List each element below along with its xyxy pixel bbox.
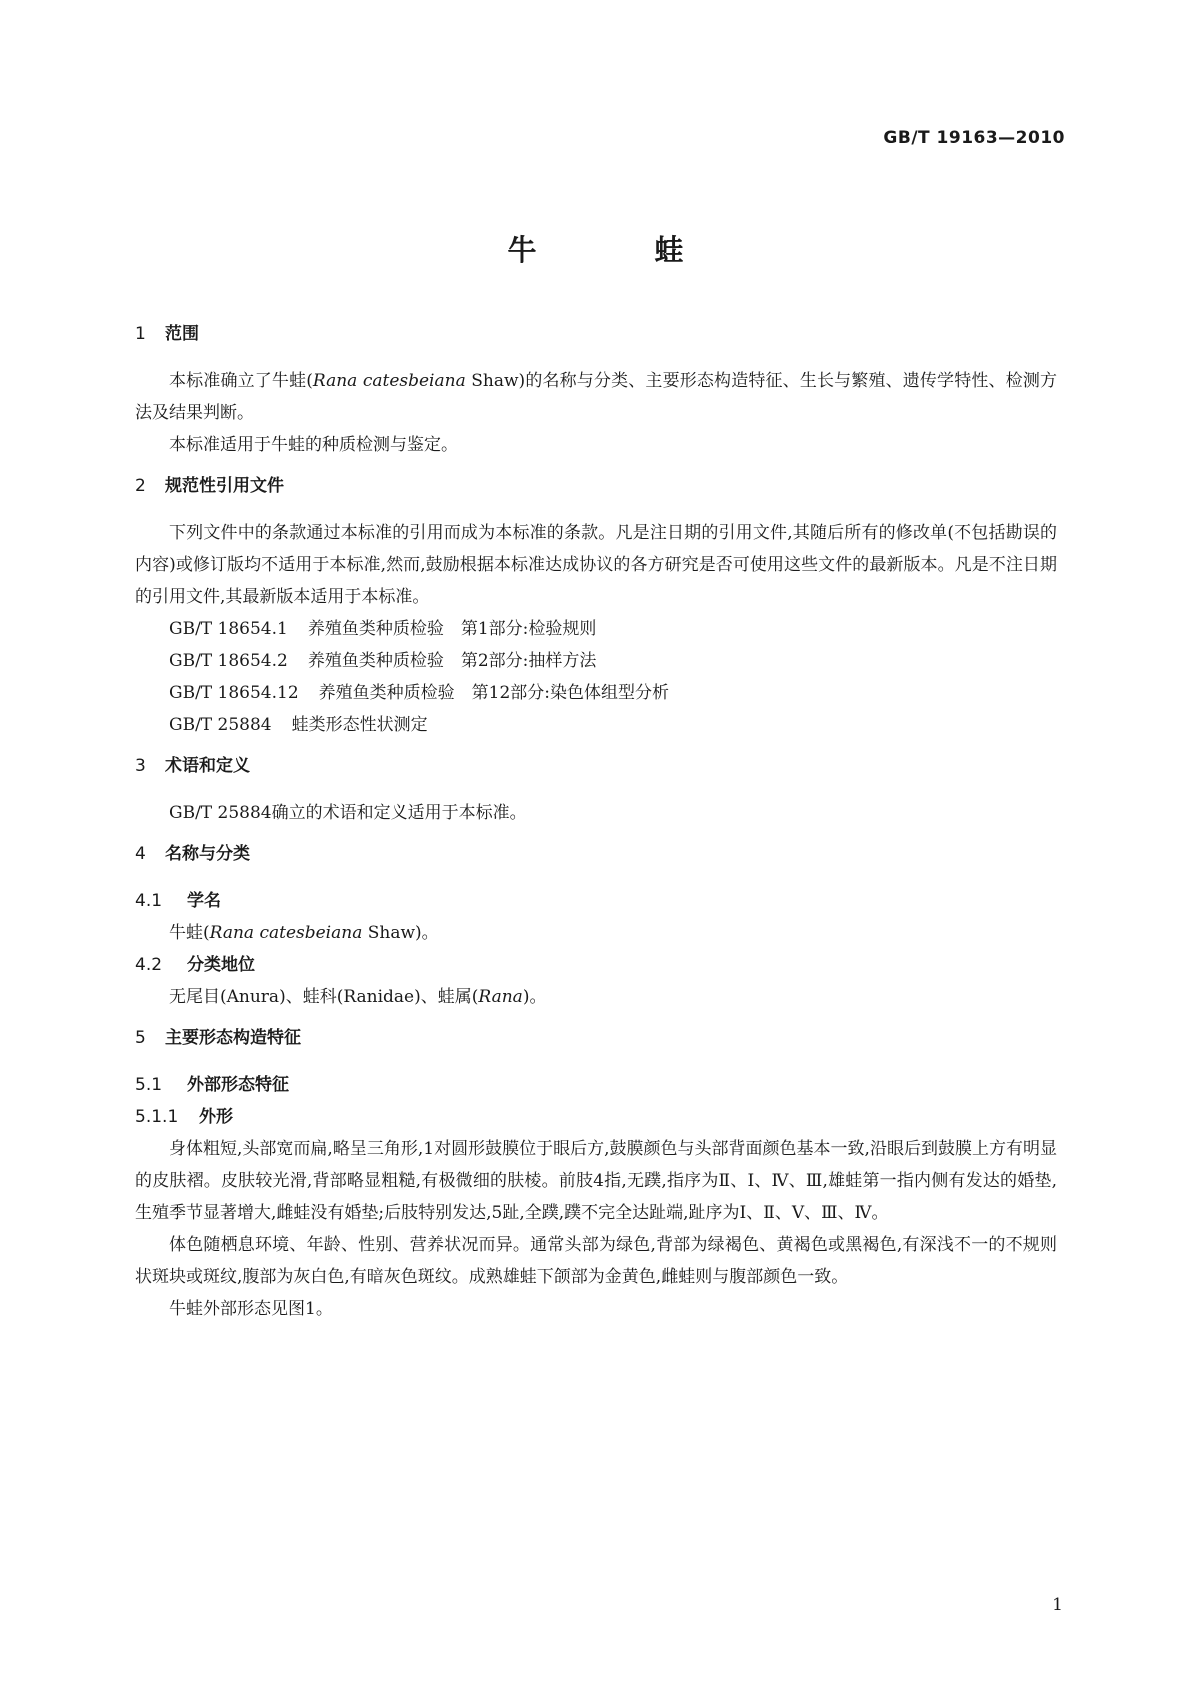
section-4-1-heading xyxy=(135,885,1057,917)
section-title: 主要形态构造特征 xyxy=(165,1028,301,1048)
section-number: 5.1 xyxy=(135,1075,163,1095)
section-5-1-1-paragraph-1: 身体粗短,头部宽而扁,略呈三角形,1对圆形鼓膜位于眼后方,鼓膜颜色与头部背面颜色基本一致,沿眼后到鼓膜上方有明显的皮肤褶。皮肤较光滑,背部略显粗糙,有极微细的肤棱。前肢4指,无蹼,指序为Ⅱ、Ⅰ、Ⅳ、Ⅲ,雄蛙第一指内侧有发达的婚垫,生殖季节显著增大,雌蛙没有婚垫;后肢特别发达,5趾,全蹼,蹼不完全达趾端,趾序为Ⅰ、Ⅱ、Ⅴ、Ⅲ、Ⅳ。 xyxy=(135,1139,1057,1223)
title-char-1: 牛 xyxy=(507,233,537,267)
section-number: 2 xyxy=(135,476,146,496)
section-1-paragraph-2: 本标准适用于牛蛙的种质检测与鉴定。 xyxy=(169,435,458,455)
section-title: 分类地位 xyxy=(187,955,255,975)
section-number: 1 xyxy=(135,324,146,344)
reference-title: 养殖鱼类种质检验 第12部分:染色体组型分析 xyxy=(318,683,670,703)
latin-name: Rana catesbeiana xyxy=(312,371,466,391)
section-title: 范围 xyxy=(165,324,199,344)
section-3-heading xyxy=(135,750,1057,782)
section-4-2-text xyxy=(135,981,1057,1013)
section-number: 5 xyxy=(135,1028,146,1048)
latin-name: Rana xyxy=(478,987,523,1007)
section-5-heading xyxy=(135,1022,1057,1054)
section-title: 学名 xyxy=(187,891,221,911)
section-2-paragraph-1: 下列文件中的条款通过本标准的引用而成为本标准的条款。凡是注日期的引用文件,其随后所有的修改单(不包括勘误的内容)或修订版均不适用于本标准,然而,鼓励根据本标准达成协议的各方研究是否可使用这些文件的最新版本。凡是不注日期的引用文件,其最新版本适用于本标准。 xyxy=(135,523,1057,607)
text-run: 牛蛙( xyxy=(169,923,210,943)
reference-code: GB/T 18654.12 xyxy=(169,683,299,703)
section-title: 名称与分类 xyxy=(165,844,250,864)
reference-item xyxy=(135,677,1057,709)
section-1-heading xyxy=(135,318,1057,350)
reference-item xyxy=(135,645,1057,677)
latin-name: Rana catesbeiana xyxy=(209,923,363,943)
text-run: 无尾目(Anura)、蛙科(Ranidae)、蛙属( xyxy=(169,987,479,1007)
section-title: 规范性引用文件 xyxy=(165,476,284,496)
section-1-paragraph-1 xyxy=(135,365,1057,429)
standard-code: GB/T 19163—2010 xyxy=(883,128,1065,148)
title-char-2: 蛙 xyxy=(654,233,684,267)
section-4-2-heading xyxy=(135,949,1057,981)
section-title: 外形 xyxy=(199,1107,233,1127)
document-title xyxy=(0,228,1191,269)
section-number: 3 xyxy=(135,756,146,776)
text-run: Shaw)的名称与分类、主要形态构造特征、生长与繁殖、遗传学特性、检测方法及结果判断。 xyxy=(135,371,1057,423)
section-5-1-heading xyxy=(135,1069,1057,1101)
section-number: 4.2 xyxy=(135,955,163,975)
reference-item xyxy=(135,709,1057,741)
section-number: 5.1.1 xyxy=(135,1107,179,1127)
text-run: 本标准确立了牛蛙( xyxy=(169,371,313,391)
section-number: 4.1 xyxy=(135,891,163,911)
reference-title: 养殖鱼类种质检验 第1部分:检验规则 xyxy=(307,619,597,639)
section-5-1-1-paragraph-3: 牛蛙外部形态见图1。 xyxy=(169,1299,333,1319)
reference-title: 蛙类形态性状测定 xyxy=(291,715,428,735)
document-body xyxy=(135,318,1057,1325)
reference-item xyxy=(135,613,1057,645)
reference-code: GB/T 25884 xyxy=(169,715,272,735)
section-number: 4 xyxy=(135,844,146,864)
reference-title: 养殖鱼类种质检验 第2部分:抽样方法 xyxy=(307,651,597,671)
reference-code: GB/T 18654.1 xyxy=(169,619,288,639)
section-2-heading xyxy=(135,470,1057,502)
section-4-1-text xyxy=(135,917,1057,949)
section-title: 术语和定义 xyxy=(165,756,250,776)
section-5-1-1-paragraph-2: 体色随栖息环境、年龄、性别、营养状况而异。通常头部为绿色,背部为绿褐色、黄褐色或黑褐色,有深浅不一的不规则状斑块或斑纹,腹部为灰白色,有暗灰色斑纹。成熟雄蛙下颌部为金黄色,雌蛙则与腹部颜色一致。 xyxy=(135,1235,1057,1287)
page-number: 1 xyxy=(1052,1595,1063,1615)
text-run: )。 xyxy=(522,987,547,1007)
section-5-1-1-heading xyxy=(135,1101,1057,1133)
section-3-paragraph-1: GB/T 25884确立的术语和定义适用于本标准。 xyxy=(169,803,527,823)
reference-code: GB/T 18654.2 xyxy=(169,651,288,671)
text-run: Shaw)。 xyxy=(362,923,439,943)
section-4-heading xyxy=(135,838,1057,870)
section-title: 外部形态特征 xyxy=(187,1075,289,1095)
